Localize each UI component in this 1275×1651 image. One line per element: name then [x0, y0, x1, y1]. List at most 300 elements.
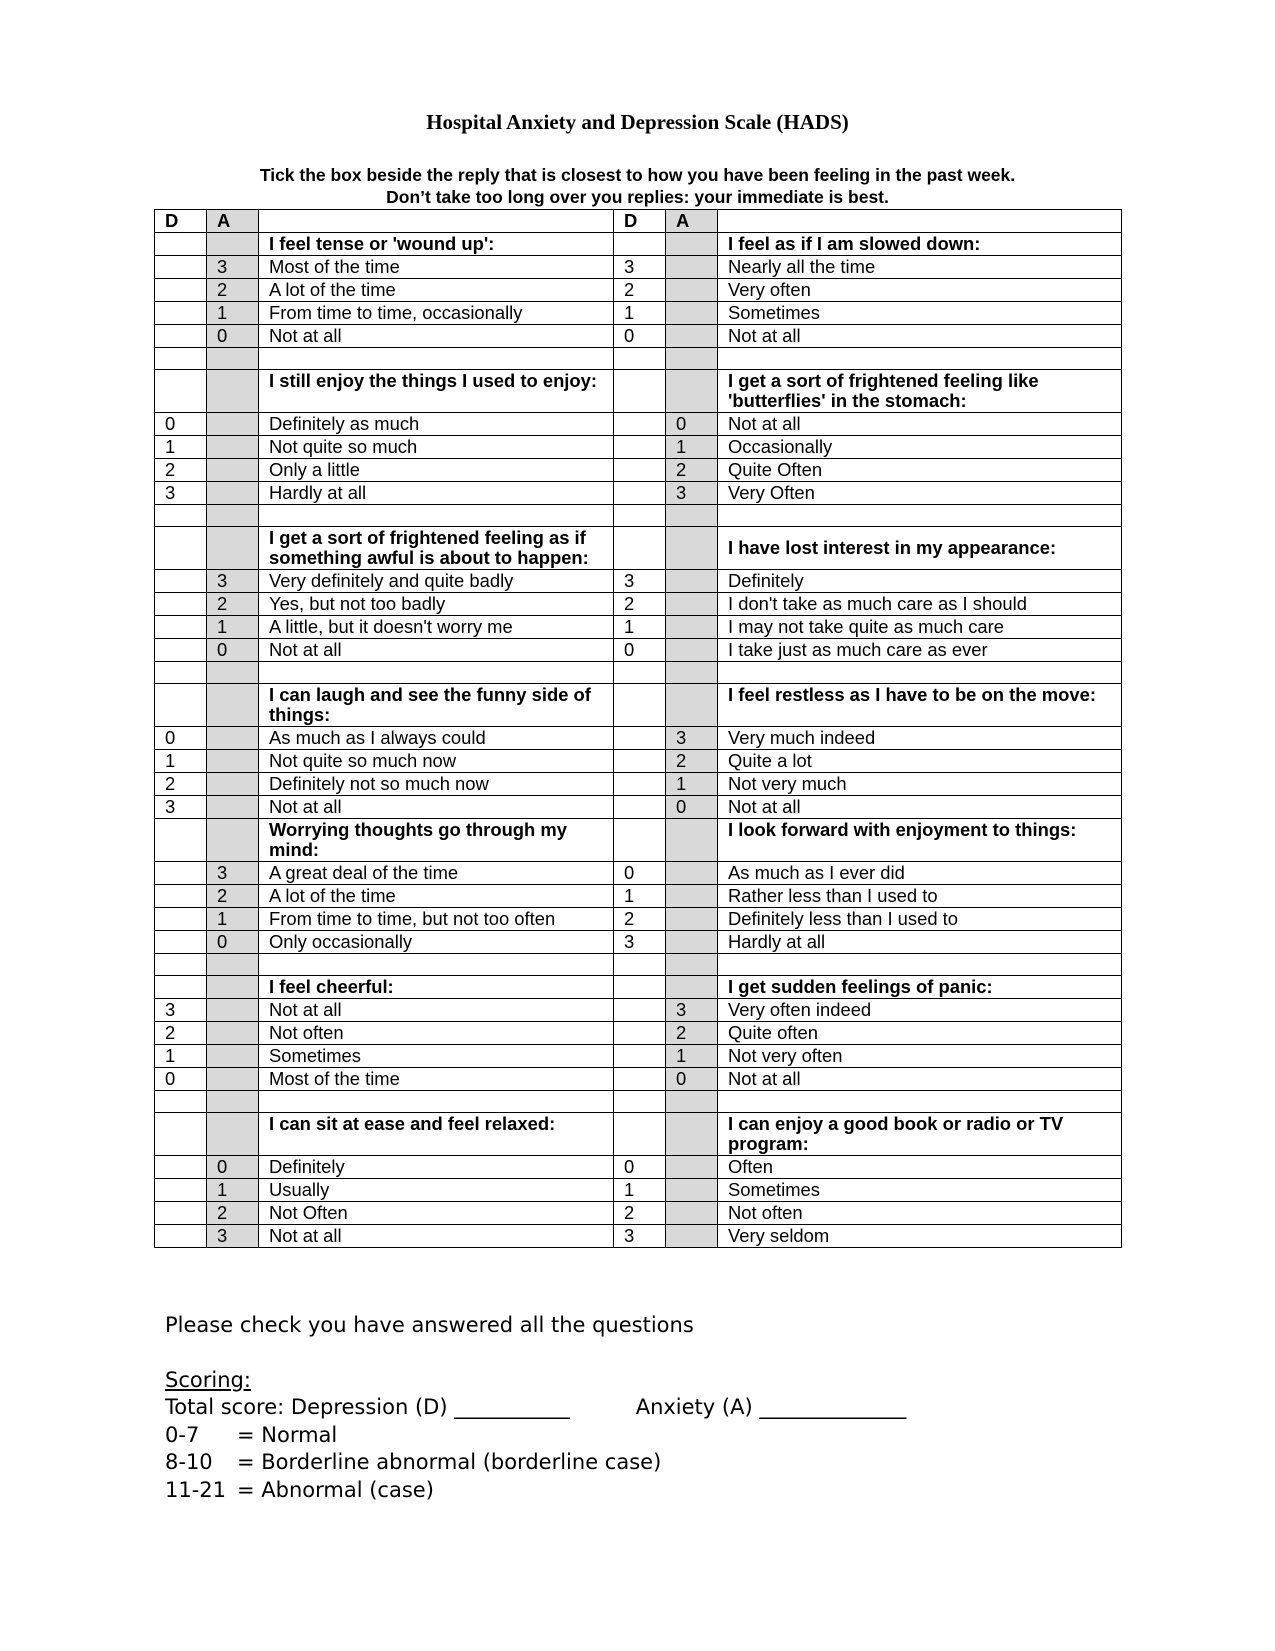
depression-score-box[interactable]: 2: [614, 908, 666, 931]
anxiety-score-box[interactable]: [207, 773, 259, 796]
answer-option: Not at all: [259, 999, 614, 1022]
answer-option: Sometimes: [718, 302, 1122, 325]
depression-score-box[interactable]: [155, 570, 207, 593]
depression-score-box[interactable]: [155, 370, 207, 413]
anxiety-score-box[interactable]: [207, 684, 259, 727]
depression-score-box[interactable]: [614, 233, 666, 256]
depression-score-box[interactable]: [155, 885, 207, 908]
answer-row: [155, 1068, 1122, 1091]
anxiety-score-box[interactable]: [666, 684, 718, 727]
question-text: I still enjoy the things I used to enjoy:: [259, 370, 614, 413]
depression-score-box[interactable]: 2: [614, 593, 666, 616]
total-depression-field[interactable]: Total score: Depression (D) ___________: [165, 1395, 570, 1419]
answer-option: I take just as much care as ever: [718, 639, 1122, 662]
depression-score-box[interactable]: [614, 976, 666, 999]
answer-option: From time to time, occasionally: [259, 302, 614, 325]
depression-score-box[interactable]: [614, 819, 666, 862]
anxiety-score-box[interactable]: 2: [207, 593, 259, 616]
answer-row: [155, 256, 1122, 279]
answer-option: Rather less than I used to: [718, 885, 1122, 908]
depression-score-box[interactable]: [155, 302, 207, 325]
anxiety-score-box[interactable]: 0: [207, 1156, 259, 1179]
depression-score-box[interactable]: 2: [614, 279, 666, 302]
answer-option: Not at all: [718, 1068, 1122, 1091]
answer-row: [155, 459, 1122, 482]
anxiety-score-box[interactable]: [666, 931, 718, 954]
depression-score-box[interactable]: [614, 1045, 666, 1068]
anxiety-score-box[interactable]: [666, 325, 718, 348]
anxiety-score-box[interactable]: [207, 459, 259, 482]
score-range-row: [165, 1422, 906, 1450]
anxiety-score-box[interactable]: [666, 302, 718, 325]
anxiety-score-box[interactable]: 2: [207, 279, 259, 302]
depression-score-box[interactable]: [155, 931, 207, 954]
answer-option: Definitely less than I used to: [718, 908, 1122, 931]
answer-option: Not at all: [718, 796, 1122, 819]
depression-score-box[interactable]: 3: [155, 482, 207, 505]
column-header-blank: [718, 210, 1122, 233]
anxiety-score-box[interactable]: 0: [666, 1068, 718, 1091]
answer-row: [155, 862, 1122, 885]
answer-option: Often: [718, 1156, 1122, 1179]
anxiety-score-box[interactable]: 3: [207, 570, 259, 593]
anxiety-score-box[interactable]: 0: [666, 413, 718, 436]
answer-option: Not often: [259, 1022, 614, 1045]
spacer-cell: [718, 1091, 1122, 1113]
answer-row: [155, 279, 1122, 302]
spacer-cell: [718, 505, 1122, 527]
depression-score-box[interactable]: [155, 639, 207, 662]
answer-option: Definitely: [259, 1156, 614, 1179]
anxiety-score-box[interactable]: [666, 1179, 718, 1202]
instructions-line-2: Don’t take too long over you replies: your immediate is best.: [386, 187, 889, 207]
score-meaning: = Abnormal (case): [237, 1477, 434, 1502]
depression-score-box[interactable]: 0: [614, 639, 666, 662]
page-title: Hospital Anxiety and Depression Scale (HADS): [426, 110, 849, 134]
question-row: [155, 684, 1122, 727]
answer-row: [155, 482, 1122, 505]
spacer-cell: [155, 348, 207, 370]
depression-score-box[interactable]: [614, 1022, 666, 1045]
depression-score-box[interactable]: 1: [614, 616, 666, 639]
answer-option: Only a little: [259, 459, 614, 482]
anxiety-score-box[interactable]: [666, 570, 718, 593]
spacer-cell: [614, 505, 666, 527]
answer-row: [155, 1156, 1122, 1179]
spacer-cell: [666, 505, 718, 527]
depression-score-box[interactable]: [155, 1225, 207, 1248]
depression-score-box[interactable]: 0: [614, 862, 666, 885]
anxiety-score-box[interactable]: [666, 1156, 718, 1179]
answer-row: [155, 773, 1122, 796]
depression-score-box[interactable]: [155, 684, 207, 727]
spacer-cell: [614, 662, 666, 684]
depression-score-box[interactable]: 0: [614, 325, 666, 348]
check-reminder: Please check you have answered all the questions: [165, 1313, 694, 1337]
score-range-row: [165, 1449, 906, 1477]
answer-option: A little, but it doesn't worry me: [259, 616, 614, 639]
spacer-cell: [207, 505, 259, 527]
spacer-cell: [718, 662, 1122, 684]
anxiety-score-box[interactable]: [666, 527, 718, 570]
answer-row: [155, 616, 1122, 639]
question-text: I get sudden feelings of panic:: [718, 976, 1122, 999]
depression-score-box[interactable]: [614, 1068, 666, 1091]
instructions-line-1: Tick the box beside the reply that is closest to how you have been feeling in the past week.: [259, 165, 1016, 185]
anxiety-score-box[interactable]: [207, 233, 259, 256]
question-text: I feel cheerful:: [259, 976, 614, 999]
anxiety-score-box[interactable]: [666, 256, 718, 279]
hads-table-body: [155, 210, 1122, 1248]
answer-option: A great deal of the time: [259, 862, 614, 885]
depression-score-box[interactable]: [155, 862, 207, 885]
question-text: I look forward with enjoyment to things:: [718, 819, 1122, 862]
anxiety-score-box[interactable]: [207, 1068, 259, 1091]
depression-score-box[interactable]: 3: [614, 256, 666, 279]
answer-option: Definitely not so much now: [259, 773, 614, 796]
anxiety-score-box[interactable]: 2: [207, 1202, 259, 1225]
anxiety-score-box[interactable]: 1: [666, 436, 718, 459]
depression-score-box[interactable]: [614, 999, 666, 1022]
answer-option: Very definitely and quite badly: [259, 570, 614, 593]
answer-row: [155, 639, 1122, 662]
answer-option: Quite Often: [718, 459, 1122, 482]
anxiety-score-box[interactable]: 3: [666, 727, 718, 750]
answer-option: I don't take as much care as I should: [718, 593, 1122, 616]
anxiety-score-box[interactable]: [207, 819, 259, 862]
depression-score-box[interactable]: 3: [614, 931, 666, 954]
question-text: Worrying thoughts go through my mind:: [259, 819, 614, 862]
answer-row: [155, 413, 1122, 436]
anxiety-score-box[interactable]: [207, 413, 259, 436]
spacer-row: [155, 662, 1122, 684]
depression-score-box[interactable]: 0: [155, 1068, 207, 1091]
answer-option: Quite often: [718, 1022, 1122, 1045]
score-range: 8-10: [165, 1450, 213, 1474]
depression-score-box[interactable]: [614, 1113, 666, 1156]
spacer-cell: [666, 662, 718, 684]
scoring-footer: [165, 1312, 906, 1504]
depression-score-box[interactable]: [155, 616, 207, 639]
answer-row: [155, 1202, 1122, 1225]
spacer-cell: [259, 348, 614, 370]
anxiety-score-box[interactable]: 2: [207, 885, 259, 908]
answer-row: [155, 1225, 1122, 1248]
answer-option: Sometimes: [259, 1045, 614, 1068]
table-header-row: [155, 210, 1122, 233]
depression-score-box[interactable]: [614, 727, 666, 750]
answer-option: Yes, but not too badly: [259, 593, 614, 616]
anxiety-score-box[interactable]: [207, 796, 259, 819]
depression-score-box[interactable]: 1: [155, 1045, 207, 1068]
depression-score-box[interactable]: [155, 233, 207, 256]
question-text: I get a sort of frightened feeling as if something awful is about to happen:: [259, 527, 614, 570]
anxiety-score-box[interactable]: 3: [207, 862, 259, 885]
spacer-cell: [155, 954, 207, 976]
answer-option: Not at all: [259, 1225, 614, 1248]
answer-option: A lot of the time: [259, 885, 614, 908]
answer-option: Not very much: [718, 773, 1122, 796]
answer-option: Only occasionally: [259, 931, 614, 954]
question-row: [155, 1113, 1122, 1156]
anxiety-score-box[interactable]: [207, 527, 259, 570]
spacer-cell: [259, 505, 614, 527]
anxiety-score-box[interactable]: [207, 1022, 259, 1045]
anxiety-score-box[interactable]: [666, 279, 718, 302]
anxiety-score-box[interactable]: [207, 1045, 259, 1068]
total-anxiety-field[interactable]: Anxiety (A) ______________: [635, 1395, 907, 1419]
answer-option: Hardly at all: [718, 931, 1122, 954]
spacer-cell: [666, 348, 718, 370]
spacer-cell: [718, 348, 1122, 370]
spacer-row: [155, 505, 1122, 527]
answer-option: Not quite so much: [259, 436, 614, 459]
depression-score-box[interactable]: 3: [614, 570, 666, 593]
anxiety-score-box[interactable]: 2: [666, 750, 718, 773]
spacer-row: [155, 954, 1122, 976]
anxiety-score-box[interactable]: [666, 1113, 718, 1156]
anxiety-score-box[interactable]: [666, 976, 718, 999]
depression-score-box[interactable]: [614, 773, 666, 796]
depression-score-box[interactable]: 1: [155, 436, 207, 459]
answer-option: Not at all: [259, 325, 614, 348]
question-row: [155, 233, 1122, 256]
depression-score-box[interactable]: 2: [155, 459, 207, 482]
anxiety-score-box[interactable]: 3: [666, 482, 718, 505]
score-range: 0-7: [165, 1422, 200, 1447]
question-row: [155, 819, 1122, 862]
anxiety-score-box[interactable]: [207, 482, 259, 505]
spacer-cell: [155, 505, 207, 527]
question-row: [155, 370, 1122, 413]
anxiety-score-box[interactable]: [666, 233, 718, 256]
anxiety-score-box[interactable]: [666, 885, 718, 908]
spacer-cell: [259, 954, 614, 976]
depression-score-box[interactable]: 1: [155, 750, 207, 773]
depression-score-box[interactable]: [614, 459, 666, 482]
question-text: I feel restless as I have to be on the move:: [718, 684, 1122, 727]
depression-score-box[interactable]: 2: [614, 1202, 666, 1225]
anxiety-score-box[interactable]: 0: [666, 796, 718, 819]
answer-option: Not at all: [259, 796, 614, 819]
anxiety-score-box[interactable]: [666, 370, 718, 413]
hads-questionnaire-table: [154, 209, 1122, 1248]
answer-option: A lot of the time: [259, 279, 614, 302]
answer-option: Occasionally: [718, 436, 1122, 459]
depression-score-box[interactable]: [614, 750, 666, 773]
depression-score-box[interactable]: [614, 796, 666, 819]
depression-score-box[interactable]: 0: [614, 1156, 666, 1179]
answer-option: Sometimes: [718, 1179, 1122, 1202]
depression-score-box[interactable]: [155, 819, 207, 862]
depression-score-box[interactable]: [614, 370, 666, 413]
question-row: [155, 976, 1122, 999]
column-header-blank: [259, 210, 614, 233]
answer-row: [155, 436, 1122, 459]
spacer-cell: [666, 1091, 718, 1113]
spacer-cell: [207, 348, 259, 370]
depression-score-box[interactable]: 1: [614, 885, 666, 908]
spacer-cell: [259, 662, 614, 684]
score-range: 11-21: [165, 1477, 227, 1502]
answer-option: Not quite so much now: [259, 750, 614, 773]
question-text: I can enjoy a good book or radio or TV program:: [718, 1113, 1122, 1156]
spacer-cell: [155, 1091, 207, 1113]
anxiety-score-box[interactable]: [207, 370, 259, 413]
anxiety-score-box[interactable]: [207, 750, 259, 773]
depression-score-box[interactable]: [155, 908, 207, 931]
column-header-a: A: [666, 210, 718, 233]
anxiety-score-box[interactable]: [666, 593, 718, 616]
anxiety-score-box[interactable]: 3: [207, 1225, 259, 1248]
footer-spacer: [165, 1340, 906, 1367]
question-text: I feel as if I am slowed down:: [718, 233, 1122, 256]
depression-score-box[interactable]: [155, 593, 207, 616]
anxiety-score-box[interactable]: 1: [207, 1179, 259, 1202]
answer-row: [155, 885, 1122, 908]
answer-option: Very often indeed: [718, 999, 1122, 1022]
answer-option: As much as I always could: [259, 727, 614, 750]
anxiety-score-box[interactable]: [666, 1225, 718, 1248]
anxiety-score-box[interactable]: [666, 908, 718, 931]
depression-score-box[interactable]: 3: [155, 796, 207, 819]
anxiety-score-box[interactable]: 3: [207, 256, 259, 279]
score-meaning: = Normal: [237, 1422, 338, 1447]
answer-option: Very Often: [718, 482, 1122, 505]
question-text: I feel tense or 'wound up':: [259, 233, 614, 256]
depression-score-box[interactable]: 1: [614, 1179, 666, 1202]
anxiety-score-box[interactable]: [207, 436, 259, 459]
depression-score-box[interactable]: [155, 1202, 207, 1225]
anxiety-score-box[interactable]: 1: [666, 1045, 718, 1068]
anxiety-score-box[interactable]: 0: [207, 639, 259, 662]
answer-row: [155, 325, 1122, 348]
depression-score-box[interactable]: [155, 1113, 207, 1156]
anxiety-score-box[interactable]: [207, 727, 259, 750]
depression-score-box[interactable]: [155, 325, 207, 348]
answer-option: Not Often: [259, 1202, 614, 1225]
spacer-cell: [207, 954, 259, 976]
answer-row: [155, 750, 1122, 773]
answer-option: Nearly all the time: [718, 256, 1122, 279]
answer-option: Not often: [718, 1202, 1122, 1225]
anxiety-score-box[interactable]: 1: [666, 773, 718, 796]
column-header-d: D: [155, 210, 207, 233]
anxiety-score-box[interactable]: [666, 639, 718, 662]
spacer-cell: [614, 954, 666, 976]
depression-score-box[interactable]: 3: [614, 1225, 666, 1248]
anxiety-score-box[interactable]: 1: [207, 616, 259, 639]
answer-row: [155, 999, 1122, 1022]
anxiety-score-box[interactable]: [666, 616, 718, 639]
answer-option: Hardly at all: [259, 482, 614, 505]
question-text: I have lost interest in my appearance:: [718, 527, 1122, 570]
anxiety-score-box[interactable]: 2: [666, 1022, 718, 1045]
answer-option: I may not take quite as much care: [718, 616, 1122, 639]
scoring-heading: Scoring:: [165, 1367, 251, 1392]
anxiety-score-box[interactable]: 0: [207, 325, 259, 348]
anxiety-score-box[interactable]: [207, 976, 259, 999]
anxiety-score-box[interactable]: 1: [207, 908, 259, 931]
column-header-a: A: [207, 210, 259, 233]
depression-score-box[interactable]: [155, 976, 207, 999]
depression-score-box[interactable]: 0: [155, 413, 207, 436]
spacer-row: [155, 1091, 1122, 1113]
anxiety-score-box[interactable]: [207, 1113, 259, 1156]
answer-row: [155, 1045, 1122, 1068]
score-meaning: = Borderline abnormal (borderline case): [237, 1450, 662, 1474]
answer-row: [155, 1179, 1122, 1202]
answer-option: Very often: [718, 279, 1122, 302]
answer-option: Most of the time: [259, 256, 614, 279]
depression-score-box[interactable]: 3: [155, 999, 207, 1022]
question-text: I get a sort of frightened feeling like 'butterflies' in the stomach:: [718, 370, 1122, 413]
question-text: I can sit at ease and feel relaxed:: [259, 1113, 614, 1156]
anxiety-score-box[interactable]: [666, 862, 718, 885]
anxiety-score-box[interactable]: [666, 1202, 718, 1225]
answer-row: [155, 796, 1122, 819]
spacer-row: [155, 348, 1122, 370]
column-header-d: D: [614, 210, 666, 233]
depression-score-box[interactable]: 2: [155, 773, 207, 796]
depression-score-box[interactable]: [614, 413, 666, 436]
answer-row: [155, 931, 1122, 954]
spacer-cell: [614, 348, 666, 370]
answer-option: Quite a lot: [718, 750, 1122, 773]
answer-row: [155, 908, 1122, 931]
depression-score-box[interactable]: [155, 279, 207, 302]
depression-score-box[interactable]: [614, 684, 666, 727]
answer-option: Very seldom: [718, 1225, 1122, 1248]
spacer-cell: [207, 662, 259, 684]
answer-row: [155, 570, 1122, 593]
depression-score-box[interactable]: [614, 482, 666, 505]
depression-score-box[interactable]: [614, 436, 666, 459]
depression-score-box[interactable]: [155, 256, 207, 279]
depression-score-box[interactable]: 2: [155, 1022, 207, 1045]
anxiety-score-box[interactable]: [207, 999, 259, 1022]
anxiety-score-box[interactable]: 2: [666, 459, 718, 482]
anxiety-score-box[interactable]: 0: [207, 931, 259, 954]
answer-row: [155, 593, 1122, 616]
answer-option: Definitely as much: [259, 413, 614, 436]
answer-row: [155, 302, 1122, 325]
depression-score-box[interactable]: 0: [155, 727, 207, 750]
answer-option: From time to time, but not too often: [259, 908, 614, 931]
depression-score-box[interactable]: 1: [614, 302, 666, 325]
question-row: [155, 527, 1122, 570]
anxiety-score-box[interactable]: 3: [666, 999, 718, 1022]
answer-option: Not very often: [718, 1045, 1122, 1068]
answer-option: As much as I ever did: [718, 862, 1122, 885]
answer-option: Not at all: [718, 413, 1122, 436]
score-range-row: [165, 1477, 906, 1505]
total-score-line: [165, 1394, 906, 1422]
depression-score-box[interactable]: [155, 527, 207, 570]
answer-option: Most of the time: [259, 1068, 614, 1091]
answer-option: Very much indeed: [718, 727, 1122, 750]
spacer-cell: [259, 1091, 614, 1113]
question-text: I can laugh and see the funny side of things:: [259, 684, 614, 727]
answer-option: Not at all: [259, 639, 614, 662]
depression-score-box[interactable]: [155, 1156, 207, 1179]
anxiety-score-box[interactable]: [666, 819, 718, 862]
depression-score-box[interactable]: [155, 1179, 207, 1202]
spacer-cell: [614, 1091, 666, 1113]
spacer-cell: [666, 954, 718, 976]
depression-score-box[interactable]: [614, 527, 666, 570]
anxiety-score-box[interactable]: 1: [207, 302, 259, 325]
